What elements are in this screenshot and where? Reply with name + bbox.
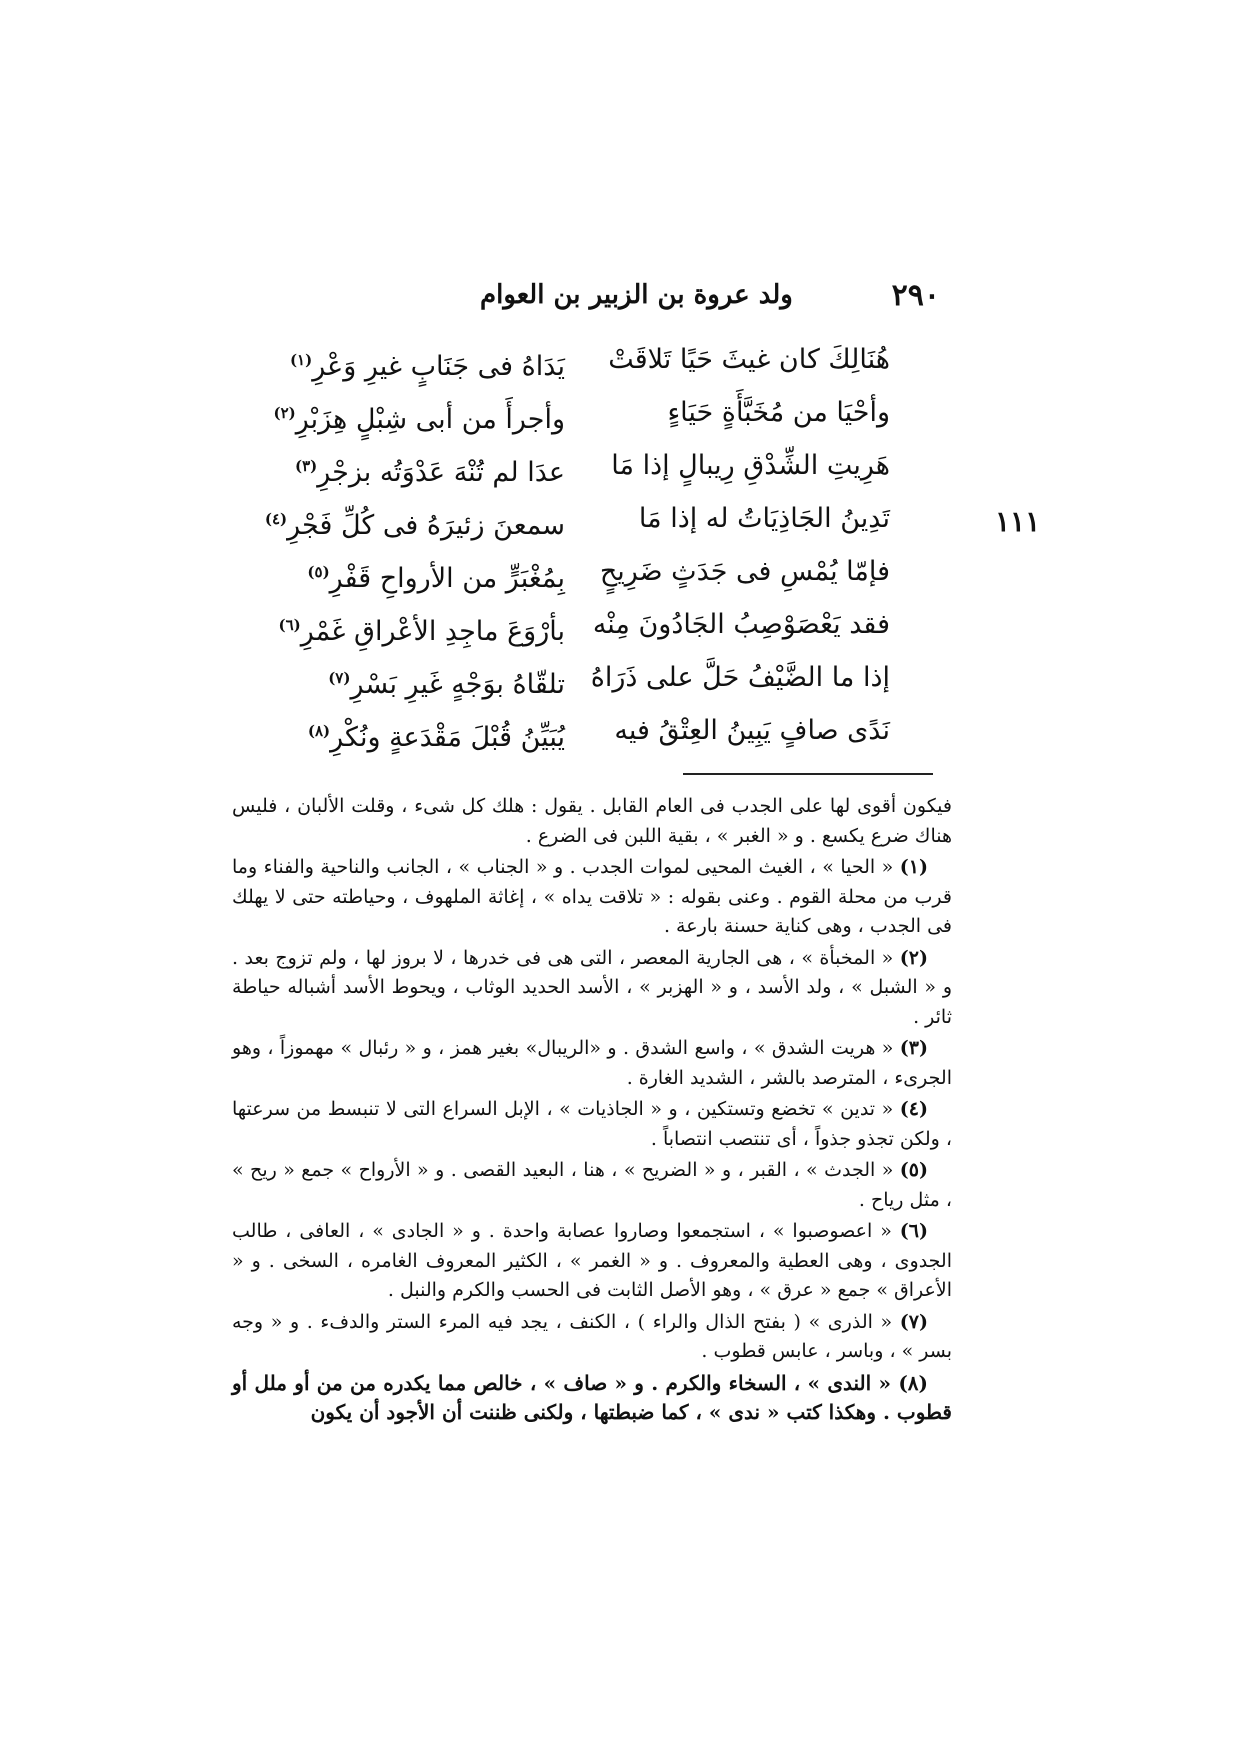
verse	[280, 711, 890, 764]
page-number: ٢٩٠	[891, 278, 940, 313]
verse-second-hemistich	[264, 499, 565, 546]
verse-second-text: بأرْوَعَ ماجِدِ الأعْراقِ غَمْرِ	[300, 616, 565, 647]
footnote-text: « الندى » ، السخاء والكرم . و « صاف » ، خالص مما يكدره من من أو ملل أو قطوب . وهكذا كتب « ندى » ، كما ضبطتها ، ولكنى ظننت أن الأجود أن يكون	[232, 1370, 952, 1424]
margin-number: ١١١	[995, 505, 1041, 538]
footnote	[232, 1308, 952, 1367]
footnote-ref: (٤)	[264, 510, 288, 528]
footnote-text: « الذرى » ( بفتح الذال والراء ) ، الكنف ، يجد فيه المرء الستر والدفء . و « وجه بسر » ، وباسر ، عابس قطوب .	[232, 1310, 952, 1362]
footnote-number: (٢)	[899, 946, 928, 969]
footnote	[232, 1095, 952, 1154]
footnote	[232, 1217, 952, 1306]
footnotes	[232, 792, 952, 1430]
verse-second-hemistich	[273, 393, 565, 440]
footnote-number: (١)	[899, 856, 929, 878]
verse-second-hemistich	[280, 605, 565, 652]
footnote-ref: (٢)	[273, 404, 296, 422]
footnote-text: فيكون أقوى لها على الجدب فى العام القابل . يقول : هلك كل شىء ، وقلت الألبان ، فليس هناك ضرع يكسع . و « الغبر » ، بقية اللبن فى الضرع .	[232, 795, 952, 847]
footnote-ref: (٨)	[307, 722, 331, 740]
footnote-separator	[683, 773, 933, 775]
footnote-ref: (٦)	[278, 616, 301, 634]
verse	[273, 393, 890, 446]
verse	[280, 605, 890, 658]
verse-first-hemistich: فقد يَعْصَوْصِبُ الجَادُونَ مِنْه	[592, 609, 890, 640]
verse-second-hemistich	[280, 446, 565, 493]
footnote	[232, 1156, 952, 1215]
verse	[280, 552, 890, 605]
footnote	[232, 944, 952, 1033]
footnote-number: (٣)	[899, 1037, 929, 1059]
verse	[280, 340, 890, 393]
footnote-text: « هريت الشدق » ، واسع الشدق . و «الريبال» بغير همز ، و « رئبال » مهموزاً ، وهو الجرىء ، المترصد بالشر ، الشديد الغارة .	[232, 1037, 952, 1089]
footnote-text: « تدين » تخضع وتستكين ، و « الجاذيات » ، الإبل السراع التى لا تنبسط من سرعتها ، ولكن تجذو جذواً ، أى تنتصب انتصاباً .	[232, 1098, 952, 1150]
verse-second-hemistich	[280, 711, 565, 758]
footnote-number: (٥)	[899, 1159, 928, 1181]
verse-first-hemistich: تَدِينُ الجَاذِيَاتُ له إذا مَا	[638, 503, 890, 534]
verse-first-hemistich: هَرِيتِ الشِّدْقِ رِيبالٍ إذا مَا	[611, 450, 890, 481]
page-header	[480, 278, 940, 318]
verse-first-hemistich: نَدًى صافٍ يَبِينُ العِتْقُ فيه	[614, 715, 890, 746]
footnote-number: (٨)	[898, 1370, 928, 1395]
footnote-text: « الجدث » ، القبر ، و « الضريح » ، هنا ، البعيد القصى . و « الأرواح » جمع « ريح » ، مثل رياح .	[232, 1159, 952, 1211]
footnote-number: (٦)	[899, 1220, 928, 1242]
verse-second-hemistich	[280, 658, 565, 705]
verse	[280, 658, 890, 711]
verse-second-hemistich	[280, 340, 565, 387]
verse-first-hemistich: هُنَالِكَ كان غيثَ حَيًا تَلاقَتْ	[608, 344, 890, 375]
verse	[264, 499, 890, 552]
footnote-ref: (٧)	[328, 669, 351, 687]
verse-second-hemistich	[280, 552, 565, 599]
footnote-text: « الحيا » ، الغيث المحيى لموات الجدب . و « الجناب » ، الجانب والناحية والفناء وما قرب من محلة القوم . وعنى بقوله : « تلاقت يداه » ، إغاثة الملهوف ، وحياطته حتى لا يهلك فى الجدب ، وهى كناية حسنة بارعة .	[232, 856, 952, 937]
verse-first-hemistich: فإمّا يُمْسِ فى جَدَثٍ ضَرِيحٍ	[599, 556, 890, 587]
verse-second-text: تلقّاهُ بوَجْهٍ غَيرِ بَسْرِ	[350, 669, 565, 700]
footnote-ref: (٥)	[307, 563, 330, 581]
verse-second-text: يُبَيِّنُ قُبْلَ مَقْدَعةٍ ونُكْرِ	[330, 722, 565, 753]
footnote-ref: (١)	[289, 351, 313, 369]
footnote-continuation	[232, 792, 952, 851]
verse-second-text: بِمُغْبَرٍّ من الأرواحِ قَفْرِ	[329, 563, 565, 594]
footnote	[232, 853, 952, 942]
footnote-text: « اعصوصبوا » ، استجمعوا وصاروا عصابة واحدة . و « الجادى » ، العافى ، طالب الجدوى ، وهى العطية والمعروف . و « الغمر » ، الكثير المعروف الغامره ، السخى . و « الأعراق » جمع « عرق » ، وهو الأصل الثابت فى الحسب والكرم والنبل .	[232, 1220, 952, 1301]
verse	[280, 446, 890, 499]
running-title: ولد عروة بن الزبير بن العوام	[480, 280, 793, 310]
footnote	[232, 1369, 952, 1428]
footnote-number: (٤)	[899, 1098, 928, 1120]
poem	[264, 340, 890, 764]
footnote	[232, 1034, 952, 1093]
verse-first-hemistich: وأحْيَا من مُخَبَّأَةٍ حَيَاءٍ	[667, 397, 890, 428]
footnote-text: « المخبأة » ، هى الجارية المعصر ، التى هى فى خدرها ، لا بروز لها ، ولم تزوج بعد . و « الشبل » ، ولد الأسد ، و « الهزبر » ، الأسد الحديد الوثاب ، ويحوط الأسد أشباله حياطة ثائر .	[232, 946, 952, 1028]
verse-second-text: عدَا لم تُنْهَ عَدْوَتُه بزجْرِ	[317, 457, 565, 488]
verse-second-text: وأجرأَ من أبى شِبْلٍ هِزَبْرِ	[295, 404, 565, 435]
verse-second-text: يَدَاهُ فى جَنَابٍ غيرِ وَعْرِ	[312, 351, 565, 382]
verse-first-hemistich: إذا ما الضَّيْفُ حَلَّ على ذَرَاهُ	[590, 662, 890, 693]
footnote-ref: (٣)	[294, 457, 318, 475]
verse-second-text: سمعنَ زئيرَهُ فى كُلِّ فَجْرِ	[287, 510, 565, 541]
footnote-number: (٧)	[899, 1310, 928, 1333]
